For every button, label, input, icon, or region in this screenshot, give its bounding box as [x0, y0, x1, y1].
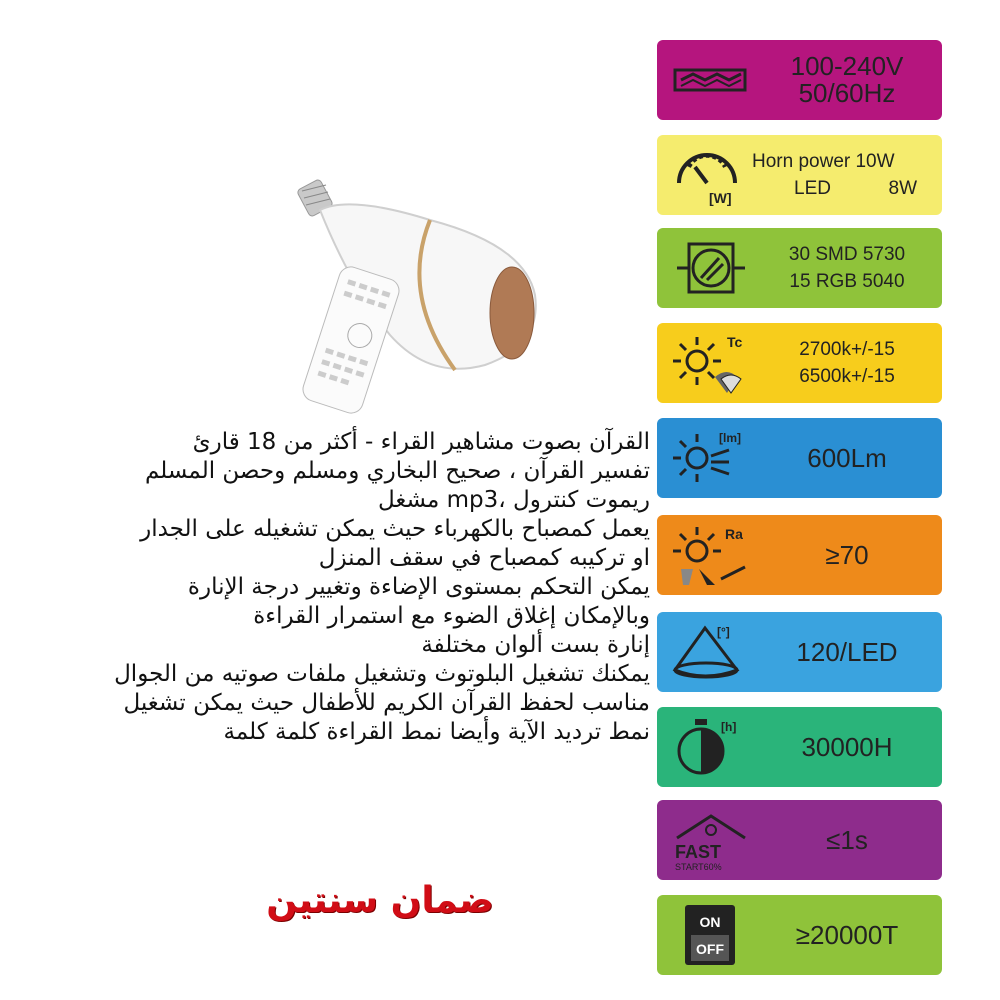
rgb-led-count: 15 RGB 5040	[789, 271, 905, 292]
voltage-range: 100-240V	[790, 51, 904, 81]
description-line: يعمل كمصباح بالكهرباء حيث يمكن تشغيله على الجدار	[140, 516, 650, 542]
description-line: يمكنك تشغيل البلوتوث وتشغيل ملفات صوتيه من الجوال	[114, 661, 650, 687]
description-line: يمكن التحكم بمستوى الإضاءة وتغيير درجة الإنارة	[187, 574, 650, 600]
spec-beam-angle	[657, 612, 942, 692]
spec-lifetime	[657, 707, 942, 787]
power-meter-icon	[671, 143, 751, 207]
description-line: ريموت كنترول ،mp3 مشغل	[377, 487, 650, 513]
spec-power	[657, 135, 942, 215]
description-line: تفسير القرآن ، صحيح البخاري ومسلم وحصن المسلم	[144, 458, 650, 484]
description-line: او تركيبه كمصباح في سقف المنزل	[318, 545, 650, 571]
spec-leds	[657, 228, 942, 308]
on-off-switch-icon	[671, 903, 751, 967]
cool-temperature: 6500k+/-15	[799, 366, 895, 387]
description-line: وبالإمكان إغلاق الضوء مع استمرار القراءة	[253, 603, 650, 629]
smd-led-count: 30 SMD 5730	[788, 244, 906, 265]
cri-value: ≥70	[825, 539, 869, 570]
spec-color-temperature	[657, 323, 942, 403]
lm-icon-label: [lm]	[719, 431, 741, 445]
description-line: القرآن بصوت مشاهير القراء - أكثر من 18 قارئ	[192, 429, 650, 455]
off-icon-label: OFF	[696, 941, 724, 957]
lifetime-value: 30000H	[801, 731, 893, 762]
tc-icon-label: Tc	[727, 334, 743, 350]
hour-icon-label: [h]	[721, 720, 737, 734]
color-rendering-icon	[671, 523, 751, 587]
description-line: نمط ترديد الآية وأيضا نمط القراءة كلمة كلمة	[223, 719, 650, 745]
spec-start-time	[657, 800, 942, 880]
fast-start-icon	[671, 808, 751, 872]
lumen-icon	[671, 426, 751, 490]
spec-luminous-flux	[657, 418, 942, 498]
remote-control	[300, 264, 402, 416]
beam-angle-value: 120/LED	[796, 636, 898, 667]
degree-icon-label: [°]	[717, 625, 730, 639]
ac-voltage-icon	[671, 48, 751, 112]
led-chip-icon	[671, 236, 751, 300]
start-icon-label: START60%	[675, 862, 722, 872]
start-time-value: ≤1s	[826, 824, 868, 855]
timer-icon	[671, 715, 751, 779]
spec-switching-cycles	[657, 895, 942, 975]
on-icon-label: ON	[699, 914, 721, 930]
watt-icon-label: [W]	[709, 190, 732, 206]
speaker-grille	[490, 267, 534, 359]
horn-power: Horn power 10W	[752, 151, 895, 172]
lumen-value: 600Lm	[807, 442, 887, 473]
feature-description	[10, 428, 650, 747]
led-label: LED	[794, 178, 831, 199]
description-line: إنارة بست ألوان مختلفة	[421, 632, 650, 658]
frequency: 50/60Hz	[798, 78, 896, 108]
product-image	[280, 175, 550, 425]
spec-color-rendering	[657, 515, 942, 595]
spec-voltage	[657, 40, 942, 120]
led-power: 8W	[888, 178, 917, 199]
ra-icon-label: Ra	[725, 526, 743, 542]
fast-icon-label: FAST	[675, 842, 722, 862]
description-line: مناسب لحفظ القرآن الكريم للأطفال حيث يمكن تشغيل	[123, 690, 650, 716]
beam-angle-icon	[671, 620, 751, 684]
switching-cycles-value: ≥20000T	[795, 919, 899, 950]
warm-temperature: 2700k+/-15	[799, 339, 895, 360]
warranty-label: ضمان سنتين	[266, 880, 494, 921]
color-temperature-icon	[671, 331, 751, 395]
